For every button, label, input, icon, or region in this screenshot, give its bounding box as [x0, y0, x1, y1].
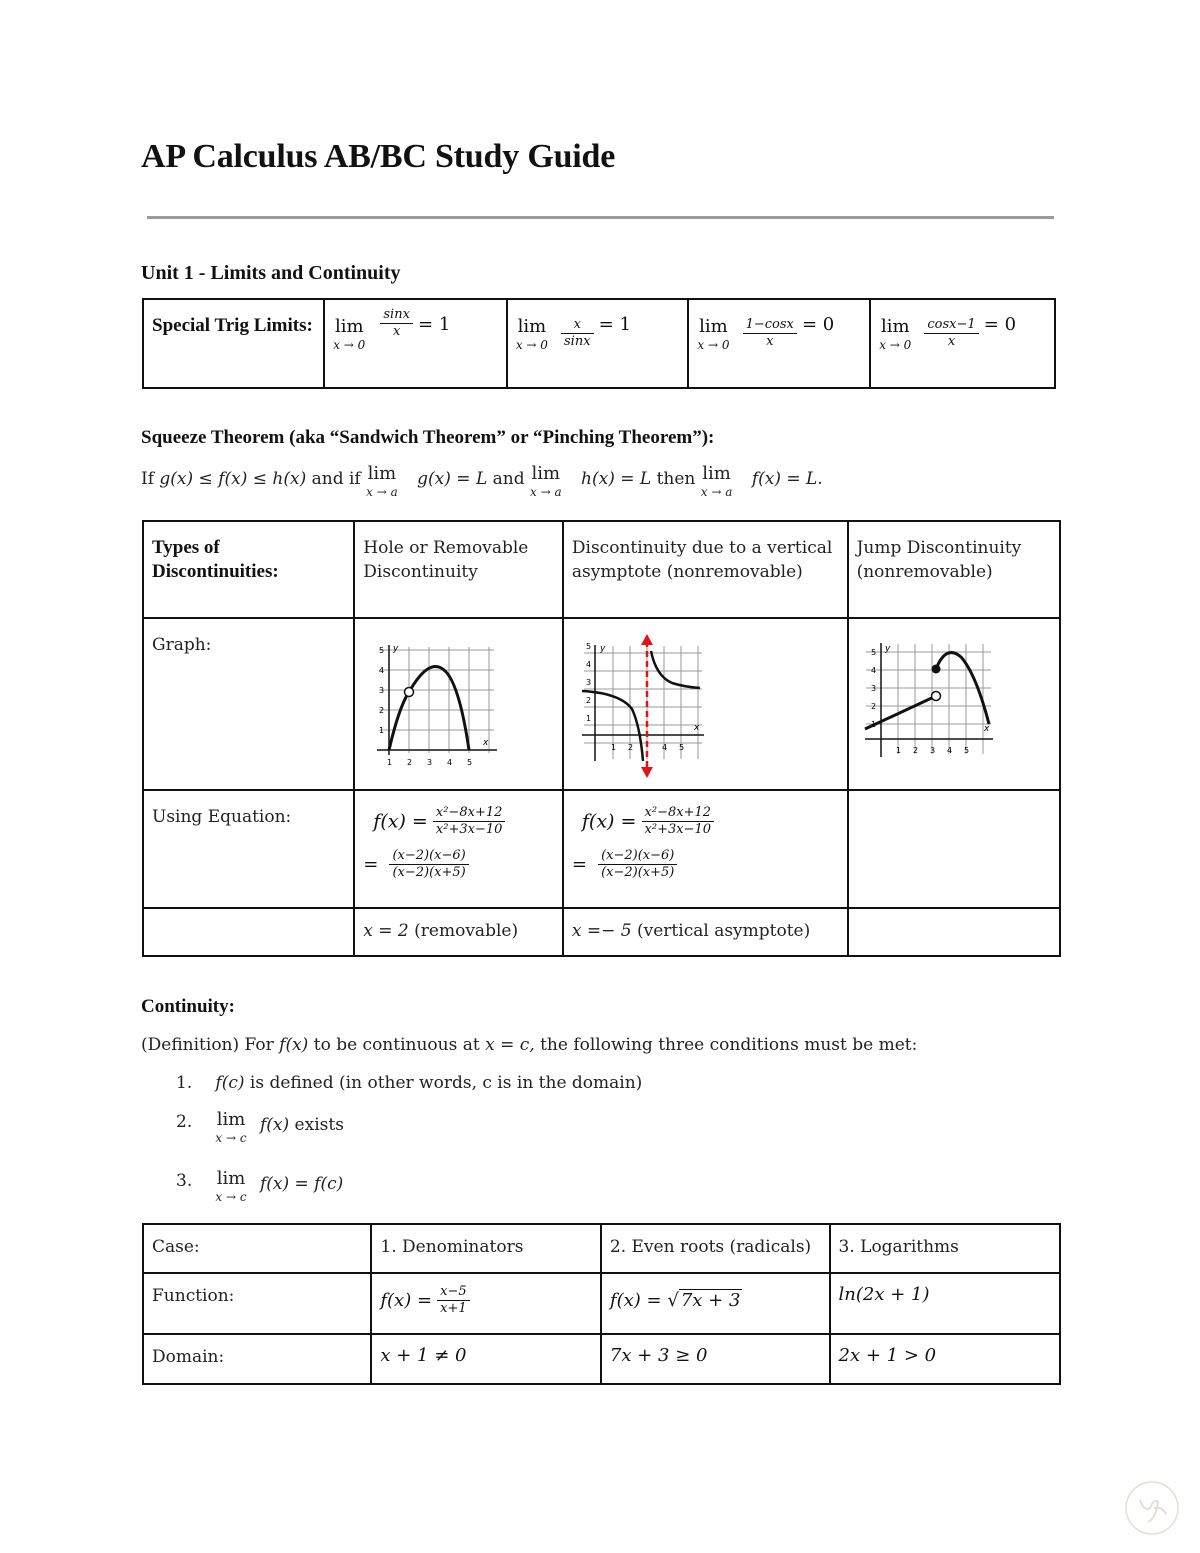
radical-icon: √ [667, 1290, 679, 1311]
header-case: Case: [152, 1237, 200, 1257]
frac-numerator: x²−8x+12 [642, 805, 714, 822]
domain-table [142, 1223, 1061, 1385]
disc-label-cell [143, 521, 354, 618]
frac-numerator: cosx−1 [924, 317, 978, 334]
open-point [405, 688, 414, 697]
y-tick-label: 2 [379, 706, 385, 715]
list-number: 3. [176, 1171, 193, 1191]
title-divider [147, 216, 1054, 219]
domain-cell [371, 1334, 601, 1384]
lim-sub: x → c [215, 1131, 247, 1145]
x-tick-label: 4 [661, 743, 667, 752]
result-cell [354, 908, 563, 956]
domain-condition: x + 1 ≠ 0 [380, 1345, 467, 1366]
unit-heading: Unit 1 - Limits and Continuity [141, 262, 401, 284]
lim-sub: x → 0 [333, 337, 366, 352]
x-tick-label: 1 [387, 758, 393, 767]
frac-denominator: x²+3x−10 [644, 822, 712, 837]
trig-limits-table [142, 298, 1056, 389]
squeeze-text: then [656, 469, 696, 489]
lim-word: lim [334, 315, 364, 337]
right-branch [651, 651, 700, 688]
frac-numerator: x²−8x+12 [433, 805, 505, 822]
disc-type-vertical-asymptote: Discontinuity due to a vertical asymptote (nonremovable) [571, 538, 833, 582]
lim-word: lim [531, 463, 561, 484]
y-tick-label: 5 [379, 646, 385, 655]
function-lhs: f(x) = [609, 1290, 662, 1311]
function-label: Function: [152, 1286, 235, 1306]
condition-math: f(x) [259, 1115, 290, 1135]
equation-cell-empty [848, 790, 1060, 908]
frac-numerator: x−5 [437, 1284, 470, 1301]
lim-sub: x → 0 [697, 337, 730, 352]
frac-numerator: (x−2)(x−6) [389, 848, 468, 865]
x-tick-label: 3 [929, 746, 935, 755]
squeeze-text: and if [311, 469, 361, 489]
x-tick-label: 2 [912, 746, 918, 755]
page-title: AP Calculus AB/BC Study Guide [141, 138, 616, 175]
graph-cell [354, 618, 563, 790]
y-tick-label: 2 [585, 696, 591, 705]
squeeze-statement [141, 464, 823, 498]
result-math: x = 2 [363, 921, 409, 941]
lim-word: lim [702, 463, 731, 484]
squeeze-limit-g: g(x) = L [417, 469, 488, 489]
asymptote-arrow-up [641, 634, 653, 645]
disc-col-header [848, 521, 1060, 618]
y-tick-label: 3 [379, 686, 385, 695]
equation-lhs: f(x) = [581, 810, 637, 833]
log-function: ln(2x + 1) [838, 1284, 930, 1305]
frac-numerator: x [561, 317, 594, 334]
result-text: (removable) [414, 921, 519, 941]
frac-denominator: x [392, 324, 401, 339]
domain-cell [601, 1334, 830, 1384]
x-axis-label: x [693, 723, 700, 733]
disc-type-jump: Jump Discontinuity (nonremovable) [856, 538, 1022, 582]
x-tick-label: 1 [610, 743, 616, 752]
limit-result: = 0 [801, 314, 835, 335]
jump-discontinuity-graph [861, 639, 1001, 774]
x-tick-label: 2 [627, 743, 633, 752]
asymptote-arrow-down [641, 767, 653, 778]
discontinuities-table [142, 520, 1061, 957]
frac-denominator: (x−2)(x+5) [392, 865, 466, 880]
y-tick-label: 4 [870, 666, 876, 675]
lim-sub: x → 0 [879, 337, 912, 352]
frac-denominator: x²+3x−10 [435, 822, 503, 837]
header-denominators: 1. Denominators [380, 1237, 524, 1257]
y-tick-label: 4 [585, 660, 591, 669]
domain-header-cell [371, 1224, 601, 1273]
domain-condition: 2x + 1 > 0 [838, 1345, 937, 1366]
result-label-cell [143, 908, 354, 956]
y-tick-label: 4 [379, 666, 385, 675]
result-math: x =− 5 [571, 921, 632, 941]
domain-header-cell [143, 1224, 371, 1273]
squeeze-limit-h: h(x) = L [581, 469, 652, 489]
frac-denominator: (x−2)(x+5) [601, 865, 675, 880]
equation-cell [354, 790, 563, 908]
squeeze-heading: Squeeze Theorem (aka “Sandwich Theorem” or “Pinching Theorem”): [141, 427, 715, 448]
function-label-cell [143, 1273, 371, 1334]
condition-2 [176, 1110, 344, 1144]
result-cell-empty [848, 908, 1060, 956]
y-axis-label: y [393, 644, 399, 654]
function-cell [830, 1273, 1060, 1334]
condition-3 [176, 1169, 343, 1203]
domain-header-cell [830, 1224, 1060, 1273]
lim-sub: x → a [366, 485, 398, 499]
def-text: (Definition) For [141, 1035, 274, 1055]
condition-text: is defined (in other words, c is in the domain) [249, 1073, 643, 1093]
equation-lhs: f(x) = [373, 810, 428, 833]
graph-label-cell [143, 618, 354, 790]
y-axis-label: y [599, 644, 606, 654]
frac-denominator: x [766, 334, 774, 349]
trig-limit-cell [688, 299, 870, 388]
lim-word: lim [880, 315, 910, 337]
trig-limits-label: Special Trig Limits: [152, 315, 313, 336]
removable-discontinuity-graph [369, 637, 519, 772]
vertical-asymptote-graph [580, 631, 720, 781]
signature-monogram-icon [1122, 1478, 1182, 1538]
def-text: the following three conditions must be met: [540, 1035, 918, 1055]
trig-limit-cell [324, 299, 507, 388]
result-cell [563, 908, 848, 956]
equation-label: Using Equation: [152, 807, 292, 827]
x-tick-label: 4 [946, 746, 952, 755]
frac-numerator: (x−2)(x−6) [598, 848, 677, 865]
frac-numerator: sinx [380, 307, 413, 324]
def-math: x = c, [485, 1035, 535, 1055]
disc-col-header [563, 521, 848, 618]
list-number: 1. [176, 1073, 193, 1093]
domain-condition: 7x + 3 ≥ 0 [609, 1345, 708, 1366]
condition-1 [176, 1071, 642, 1095]
lim-sub: x → a [530, 485, 562, 499]
lim-sub: x → c [215, 1190, 247, 1204]
open-point [931, 692, 940, 701]
equation-cell [563, 790, 848, 908]
continuity-heading: Continuity: [141, 996, 235, 1017]
limit-result: = 1 [418, 314, 451, 335]
function-lhs: f(x) = [380, 1290, 433, 1311]
frac-numerator: 1−cosx [743, 317, 797, 334]
result-text: (vertical asymptote) [637, 921, 811, 941]
lim-word: lim [216, 1109, 246, 1130]
graph-cell [848, 618, 1060, 790]
squeeze-inequality: g(x) ≤ f(x) ≤ h(x) [159, 469, 307, 489]
y-tick-label: 3 [870, 684, 876, 693]
header-logarithms: 3. Logarithms [838, 1237, 959, 1257]
disc-type-removable: Hole or Removable Discontinuity [363, 538, 529, 582]
y-axis-label: y [884, 644, 890, 654]
domain-cell [830, 1334, 1060, 1384]
condition-math: f(x) = f(c) [259, 1174, 344, 1194]
header-even-roots: 2. Even roots (radicals) [609, 1237, 812, 1257]
disc-label: Types of Discontinuities: [152, 537, 279, 582]
frac-denominator: x+1 [440, 1301, 467, 1316]
x-axis-label: x [983, 724, 989, 734]
list-number: 2. [176, 1112, 193, 1132]
x-tick-label: 1 [895, 746, 901, 755]
x-tick-label: 5 [963, 746, 969, 755]
domain-header-cell [601, 1224, 830, 1273]
squeeze-limit-f: f(x) = L. [751, 469, 823, 489]
trig-limit-cell [507, 299, 689, 388]
y-tick-label: 1 [585, 714, 591, 723]
lim-word: lim [699, 315, 728, 337]
disc-col-header [354, 521, 563, 618]
squeeze-text: and [492, 469, 525, 489]
x-axis-label: x [483, 738, 489, 748]
graph-label: Graph: [152, 635, 212, 655]
x-tick-label: 2 [407, 758, 413, 767]
y-tick-label: 5 [870, 648, 876, 657]
trig-limits-label-cell [143, 299, 324, 388]
y-tick-label: 3 [585, 678, 591, 687]
squeeze-text: If [141, 469, 155, 489]
x-tick-label: 3 [427, 758, 433, 767]
frac-denominator: x [947, 334, 956, 349]
x-tick-label: 5 [678, 743, 684, 752]
condition-math: f(c) [215, 1073, 245, 1093]
y-tick-label: 1 [379, 726, 385, 735]
lim-sub: x → 0 [515, 337, 548, 352]
limit-result: = 0 [983, 314, 1017, 335]
lim-word: lim [517, 315, 547, 337]
lim-word: lim [216, 1168, 246, 1189]
x-tick-label: 5 [467, 758, 473, 767]
limit-result: = 1 [598, 314, 631, 335]
graph-cell [563, 618, 848, 790]
continuity-definition [141, 1033, 917, 1057]
y-tick-label: 5 [585, 642, 591, 651]
frac-denominator: sinx [564, 334, 591, 349]
def-text: to be continuous at [313, 1035, 480, 1055]
domain-label-cell [143, 1334, 371, 1384]
function-cell [601, 1273, 830, 1334]
trig-limit-cell [870, 299, 1055, 388]
closed-point [931, 665, 940, 674]
domain-label: Domain: [152, 1347, 225, 1367]
condition-text: exists [294, 1115, 344, 1135]
lim-word: lim [367, 463, 397, 484]
y-tick-label: 2 [870, 702, 876, 711]
equals-sign: = [571, 854, 587, 875]
def-math: f(x) [279, 1035, 309, 1055]
equation-label-cell [143, 790, 354, 908]
lim-sub: x → a [700, 485, 733, 499]
function-cell [371, 1273, 601, 1334]
equals-sign: = [363, 854, 379, 875]
y-tick-label: 1 [870, 720, 876, 729]
x-tick-label: 4 [447, 758, 453, 767]
radicand: 7x + 3 [680, 1290, 741, 1311]
